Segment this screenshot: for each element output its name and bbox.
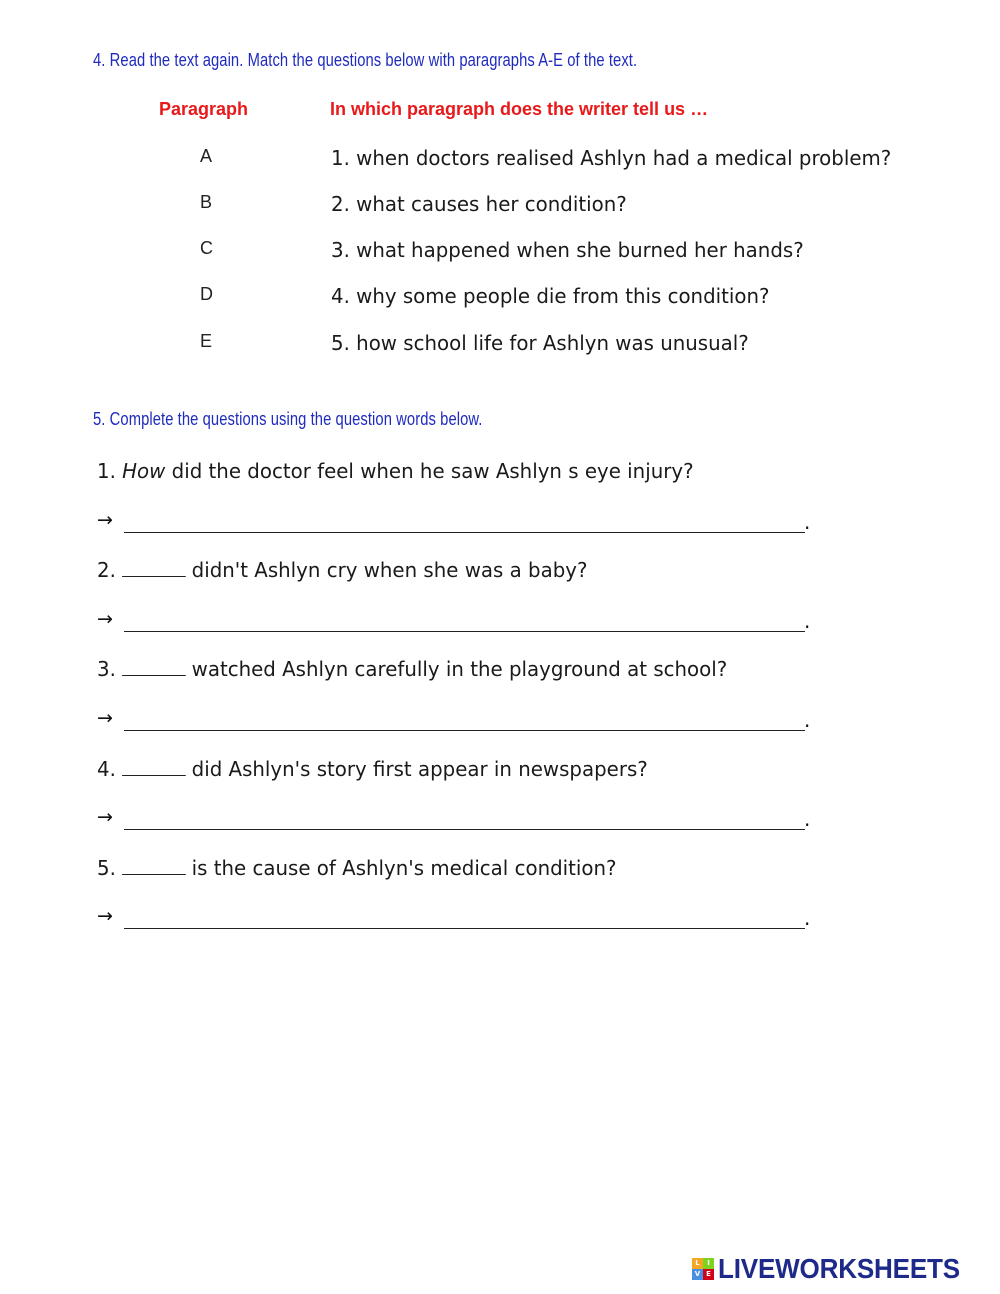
question-word-example: How (122, 459, 166, 483)
match-question-2[interactable]: 2. what causes her condition? (331, 192, 627, 216)
period: . (804, 906, 811, 930)
question-text: didn't Ashlyn cry when she was a baby? (191, 558, 588, 582)
complete-question-5 (97, 856, 617, 880)
period: . (804, 807, 811, 831)
complete-question-4 (97, 757, 648, 781)
question-number: 2. (97, 558, 116, 582)
arrow-right-icon: → (97, 707, 113, 729)
match-question-1[interactable]: 1. when doctors realised Ashlyn had a medical problem? (331, 146, 892, 170)
answer-input-3[interactable] (124, 730, 805, 731)
logo-mark-icon (692, 1258, 714, 1280)
logo-letter-e: E (703, 1269, 714, 1280)
question-column-header: In which paragraph does the writer tell us … (330, 99, 709, 119)
question-word-blank-3[interactable] (122, 661, 186, 676)
paragraph-column-header: Paragraph (159, 99, 249, 119)
logo-letter-v: V (692, 1269, 703, 1280)
liveworksheets-logo (692, 1254, 978, 1284)
complete-question-3 (97, 657, 727, 681)
question-word-blank-2[interactable] (122, 562, 186, 577)
complete-question-1 (97, 459, 694, 483)
arrow-right-icon: → (97, 509, 113, 531)
paragraph-letter-d[interactable]: D (200, 284, 213, 304)
section4-instruction: 4. Read the text again. Match the questions below with paragraphs A-E of the text. (93, 50, 638, 70)
match-question-5[interactable]: 5. how school life for Ashlyn was unusual? (331, 331, 749, 355)
question-number: 4. (97, 757, 116, 781)
paragraph-letter-b[interactable]: B (200, 192, 213, 212)
period: . (804, 609, 811, 633)
logo-text: LIVEWORKSHEETS (718, 1253, 960, 1284)
question-text: did Ashlyn's story first appear in newspapers? (191, 757, 648, 781)
match-question-4[interactable]: 4. why some people die from this condition? (331, 284, 770, 308)
period: . (804, 708, 811, 732)
answer-input-1[interactable] (124, 532, 805, 533)
section5-instruction: 5. Complete the questions using the question words below. (93, 409, 483, 429)
question-word-blank-5[interactable] (122, 860, 186, 875)
complete-question-2 (97, 558, 587, 582)
arrow-right-icon: → (97, 905, 113, 927)
arrow-right-icon: → (97, 608, 113, 630)
paragraph-letter-e[interactable]: E (200, 331, 213, 351)
logo-letter-l: L (692, 1258, 703, 1269)
period: . (804, 510, 811, 534)
arrow-right-icon: → (97, 806, 113, 828)
answer-input-2[interactable] (124, 631, 805, 632)
question-number: 3. (97, 657, 116, 681)
paragraph-letter-c[interactable]: C (200, 238, 213, 258)
answer-input-5[interactable] (124, 928, 805, 929)
logo-letter-i: I (703, 1258, 714, 1269)
question-text: did the doctor feel when he saw Ashlyn s eye injury? (171, 459, 694, 483)
question-text: watched Ashlyn carefully in the playground at school? (191, 657, 728, 681)
question-word-blank-4[interactable] (122, 761, 186, 776)
match-question-3[interactable]: 3. what happened when she burned her hands? (331, 238, 804, 262)
paragraph-letter-a[interactable]: A (200, 146, 213, 166)
answer-input-4[interactable] (124, 829, 805, 830)
question-number: 1. (97, 459, 116, 483)
question-number: 5. (97, 856, 116, 880)
question-text: is the cause of Ashlyn's medical condition? (191, 856, 617, 880)
